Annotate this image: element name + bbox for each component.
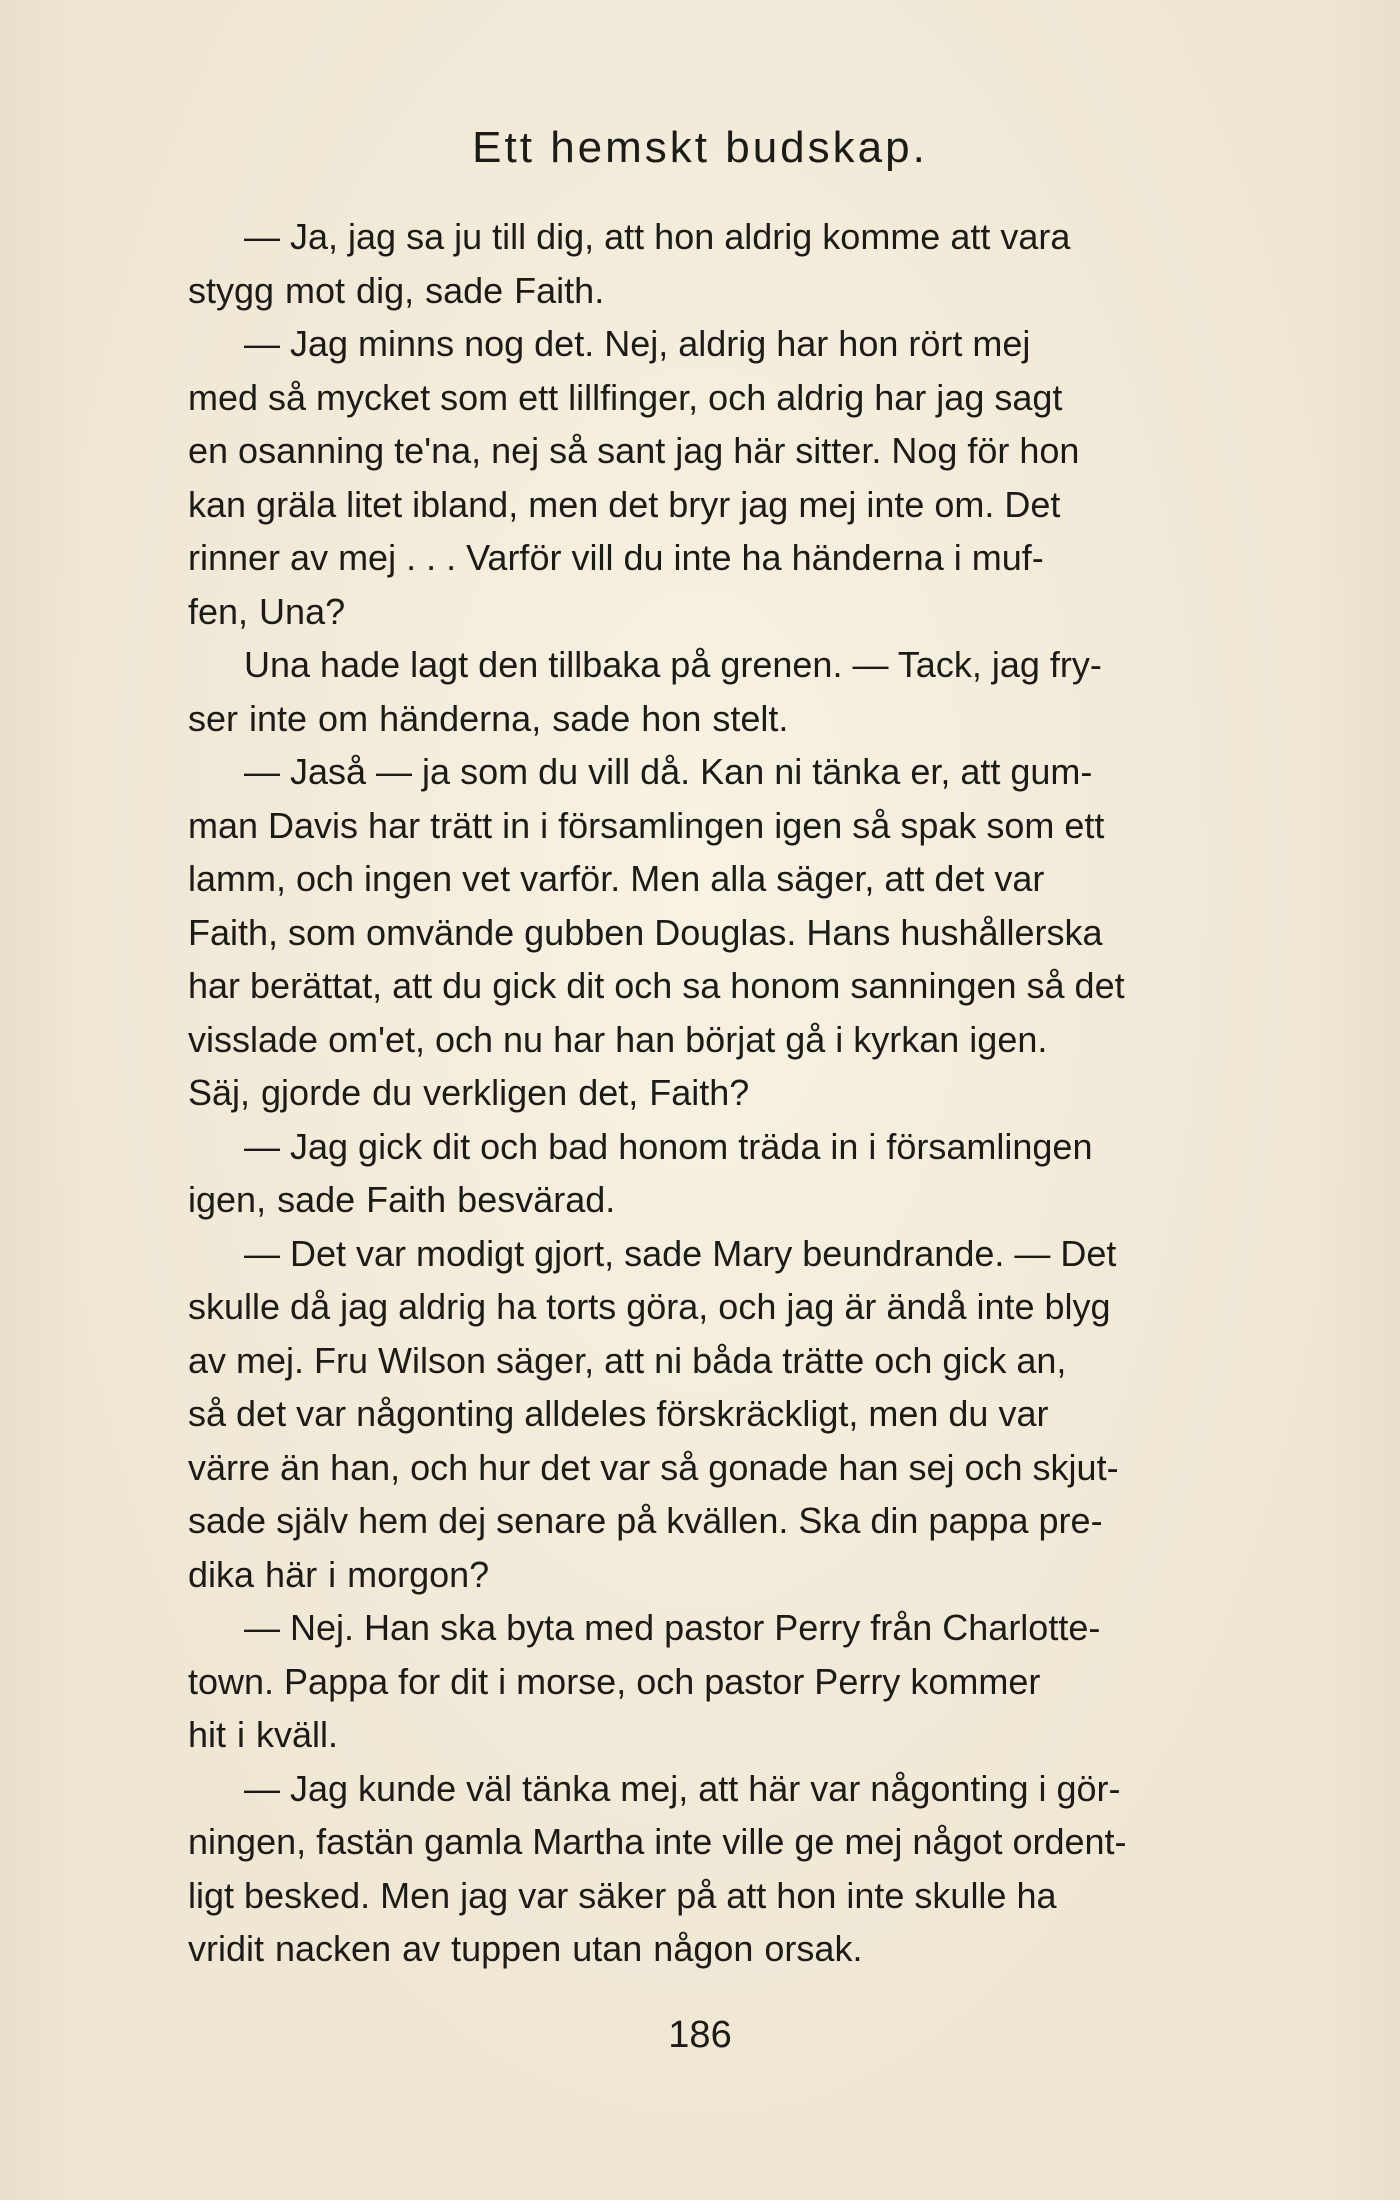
paragraph (188, 1762, 1308, 1976)
text-line: vridit nacken av tuppen utan någon orsak. (188, 1928, 863, 1969)
paragraph (188, 1120, 1308, 1227)
text-line: town. Pappa for dit i morse, och pastor Perry kommer (188, 1660, 1041, 1702)
paragraph (188, 745, 1308, 1120)
paragraph (188, 638, 1308, 745)
text-line: hit i kväll. (188, 1714, 339, 1755)
body-text (188, 210, 1308, 1976)
text-line: har berättat, att du gick dit och sa honom sanningen så det (188, 965, 1125, 1006)
text-line: fen, Una? (188, 590, 346, 632)
text-line: rinner av mej . . . Varför vill du inte ha händerna i muf- (188, 537, 1044, 578)
text-line: — Jag minns nog det. Nej, aldrig har hon rört mej (244, 323, 1031, 364)
text-line: — Jaså — ja som du vill då. Kan ni tänka er, att gum- (244, 751, 1093, 792)
text-line: ningen, fastän gamla Martha inte ville ge mej något ordent- (188, 1821, 1127, 1862)
paragraph (188, 1227, 1308, 1602)
text-line: ligt besked. Men jag var säker på att hon inte skulle ha (188, 1874, 1057, 1916)
text-line: av mej. Fru Wilson säger, att ni båda trätte och gick an, (188, 1339, 1067, 1381)
text-line: — Det var modigt gjort, sade Mary beundrande. — Det (244, 1232, 1117, 1274)
text-line: kan gräla litet ibland, men det bryr jag mej inte om. Det (188, 483, 1061, 525)
text-line: värre än han, och hur det var så gonade han sej och skjut- (188, 1446, 1119, 1488)
text-line: skulle då jag aldrig ha torts göra, och jag är ändå inte blyg (188, 1286, 1111, 1327)
text-line: stygg mot dig, sade Faith. (188, 269, 605, 311)
text-line: — Jag kunde väl tänka mej, att här var någonting i gör- (244, 1767, 1121, 1809)
paragraph (188, 317, 1308, 638)
text-line: så det var någonting alldeles förskräckligt, men du var (188, 1393, 1049, 1434)
text-line: Una hade lagt den tillbaka på grenen. — Tack, jag fry- (244, 644, 1102, 685)
page-number: 186 (668, 2014, 732, 2056)
paragraph (188, 1601, 1308, 1762)
text-line: en osanning te'na, nej så sant jag här sitter. Nog för hon (188, 430, 1080, 471)
text-line: Säj, gjorde du verkligen det, Faith? (188, 1072, 750, 1113)
text-line: med så mycket som ett lillfinger, och aldrig har jag sagt (188, 376, 1063, 418)
text-line: sade själv hem dej senare på kvällen. Ska din pappa pre- (188, 1500, 1103, 1541)
text-line: igen, sade Faith besvärad. (188, 1179, 616, 1220)
text-line: lamm, och ingen vet varför. Men alla säger, att det var (188, 858, 1045, 899)
text-line: — Jag gick dit och bad honom träda in i församlingen (244, 1125, 1093, 1167)
text-line: ser inte om händerna, sade hon stelt. (188, 697, 789, 739)
text-line: — Ja, jag sa ju till dig, att hon aldrig komme att vara (244, 216, 1071, 257)
text-line: Faith, som omvände gubben Douglas. Hans hushållerska (188, 911, 1103, 953)
text-line: man Davis har trätt in i församlingen igen så spak som ett (188, 804, 1105, 846)
text-line: dika här i morgon? (188, 1553, 490, 1595)
text-line: — Nej. Han ska byta med pastor Perry från Charlotte- (244, 1607, 1101, 1648)
running-title: Ett hemskt budskap. (472, 123, 928, 172)
text-line: visslade om'et, och nu har han börjat gå i kyrkan igen. (188, 1018, 1048, 1060)
paragraph (188, 210, 1308, 317)
